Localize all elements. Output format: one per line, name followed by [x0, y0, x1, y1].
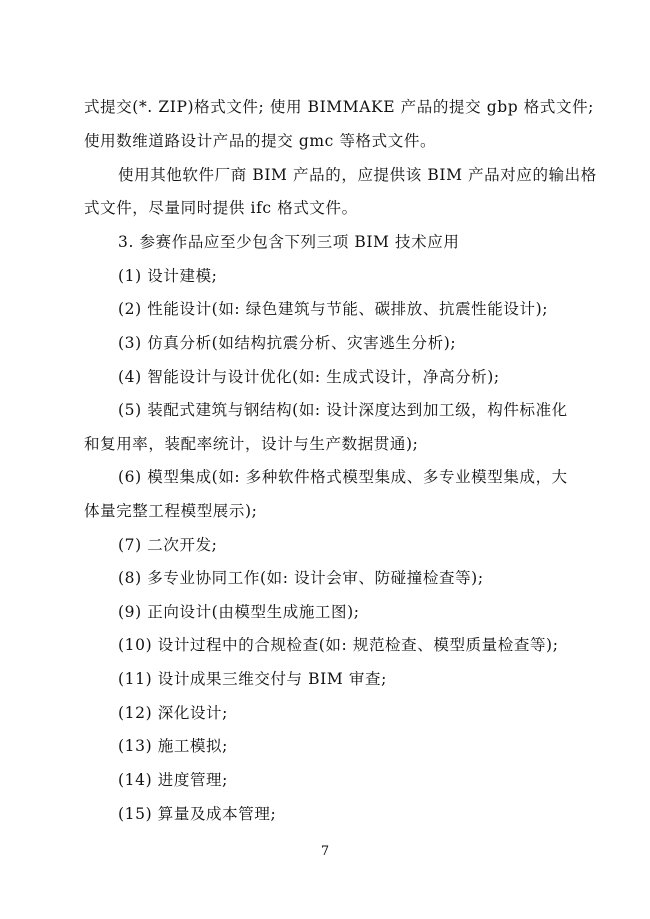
- list-item: (14) 进度管理;: [118, 771, 228, 789]
- list-item: (11) 设计成果三维交付与 BIM 审查;: [118, 670, 387, 688]
- list-item: (5) 装配式建筑与钢结构(如: 设计深度达到加工级，构件标准化: [118, 401, 568, 419]
- list-item: (4) 智能设计与设计优化(如: 生成式设计，净高分析);: [118, 368, 500, 386]
- text-line: 式文件，尽量同时提供 ifc 格式文件。: [84, 199, 358, 217]
- list-item: (13) 施工模拟;: [118, 737, 228, 755]
- text-line: 使用其他软件厂商 BIM 产品的，应提供该 BIM 产品对应的输出格: [118, 166, 597, 184]
- text-line: 式提交(*. ZIP)格式文件; 使用 BIMMAKE 产品的提交 gbp 格式文件;: [84, 98, 595, 116]
- text-line: 使用数维道路设计产品的提交 gmc 等格式文件。: [84, 132, 437, 150]
- list-item: (2) 性能设计(如: 绿色建筑与节能、碳排放、抗震性能设计);: [118, 300, 549, 318]
- list-item: (9) 正向设计(由模型生成施工图);: [118, 603, 360, 621]
- text-line: 3. 参赛作品应至少包含下列三项 BIM 技术应用: [118, 233, 460, 251]
- page-number: 7: [320, 844, 330, 859]
- list-item: (1) 设计建模;: [118, 267, 218, 285]
- list-item: (7) 二次开发;: [118, 536, 218, 554]
- list-item-continuation: 和复用率，装配率统计，设计与生产数据贯通);: [84, 435, 419, 453]
- list-item-continuation: 体量完整工程模型展示);: [84, 502, 258, 520]
- list-item: (3) 仿真分析(如结构抗震分析、灾害逃生分析);: [118, 334, 457, 352]
- list-item: (6) 模型集成(如: 多种软件格式模型集成、多专业模型集成，大: [118, 468, 568, 486]
- list-item: (15) 算量及成本管理;: [118, 805, 277, 823]
- list-item: (12) 深化设计;: [118, 704, 228, 722]
- list-item: (10) 设计过程中的合规检查(如: 规范检查、模型质量检查等);: [118, 636, 559, 654]
- list-item: (8) 多专业协同工作(如: 设计会审、防碰撞检查等);: [118, 569, 484, 587]
